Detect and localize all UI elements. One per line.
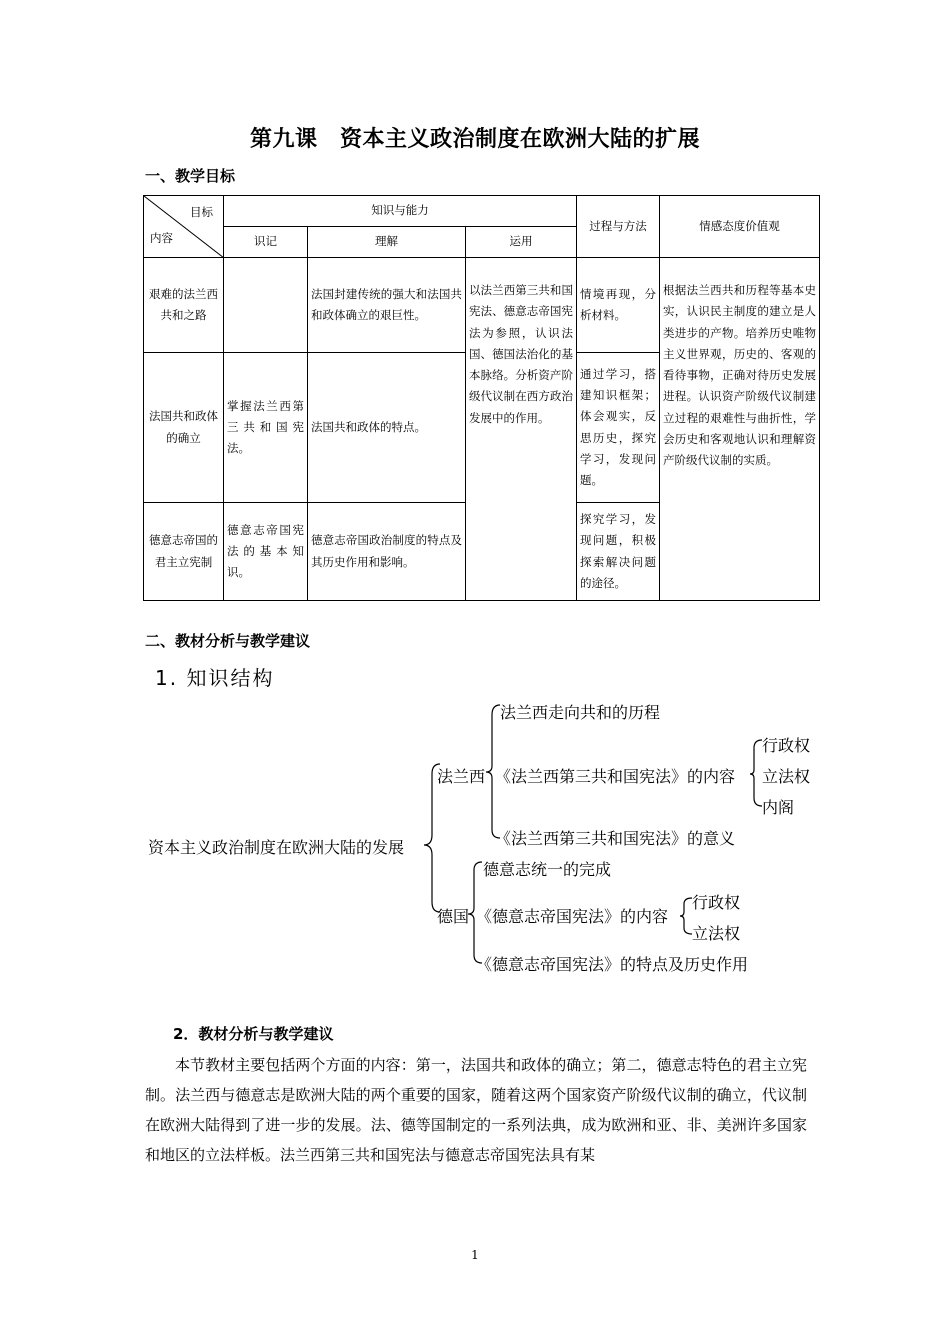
tree-germany-exec: 行政权: [692, 893, 741, 912]
teaching-goals-table: [143, 195, 820, 601]
tree-root: 资本主义政治制度在欧洲大陆的发展: [148, 838, 405, 857]
row2-understand: 法国共和政体的特点。: [308, 353, 466, 503]
tree-france-legis: 立法权: [762, 767, 811, 786]
row3-content: 德意志帝国的君主立宪制: [144, 503, 224, 601]
body-paragraph: 本节教材主要包括两个方面的内容：第一，法国共和政体的确立；第二，德意志特色的君主立宪制。法兰西与德意志是欧洲大陆的两个重要的国家，随着这两个国家资产阶级代议制的确立，代议制在欧洲大陆得到了进一步的发展。法、德等国制定的一系列法典，成为欧洲和亚、非、美洲许多国家和地区的立法样板。法兰西第三共和国宪法与德意志帝国宪法具有某: [145, 1056, 807, 1164]
brace-france-content: [750, 740, 762, 806]
tree-germany: 德国: [437, 907, 470, 926]
section-heading-analysis: 二、教材分析与教学建议: [145, 632, 311, 650]
row3-understand: 德意志帝国政治制度的特点及其历史作用和影响。: [308, 503, 466, 601]
tree-france-exec: 行政权: [762, 736, 811, 755]
header-attitude-values: 情感态度价值观: [660, 196, 820, 258]
table-corner-cell: [144, 196, 224, 258]
subsection-heading-analysis: 2．教材分析与教学建议: [173, 1025, 334, 1043]
header-apply: 运用: [466, 227, 577, 258]
brace-germany-content: [680, 898, 692, 934]
tree-france-content: 《法兰西第三共和国宪法》的内容: [495, 767, 736, 786]
attitude-cell: 根据法兰西共和历程等基本史实，认识民主制度的建立是人类进步的产物。培养历史唯物主义世界观，历史的、客观的看待事物，正确对待历史发展进程。认识资产阶级代议制建立过程的艰难性与曲折性，学会历史和客观地认识和理解资产阶级代议制的实质。: [660, 258, 820, 601]
row2-memory: 掌握法兰西第三共和国宪法。: [224, 353, 308, 503]
page-number: 1: [471, 1248, 479, 1262]
row3-memory: 德意志帝国宪法的基本知识。: [224, 503, 308, 601]
tree-france-road: 法兰西走向共和的历程: [500, 703, 661, 722]
tree-france: 法兰西: [437, 767, 486, 786]
tree-germany-unify: 德意志统一的完成: [483, 860, 612, 879]
header-knowledge-ability: 知识与能力: [224, 196, 577, 227]
row1-content: 艰难的法兰西共和之路: [144, 258, 224, 353]
tree-germany-legis: 立法权: [692, 924, 741, 943]
row2-process: 通过学习，搭建知识框架；体会观实，反思历史，探究学习，发现问题。: [577, 353, 660, 503]
section-heading-goals: 一、教学目标: [145, 167, 236, 185]
header-understand: 理解: [308, 227, 466, 258]
apply-cell: 以法兰西第三共和国宪法、德意志帝国宪法为参照，认识法国、德国法治化的基本脉络。分析资产阶级代议制在西方政治发展中的作用。: [466, 258, 577, 601]
row1-understand: 法国封建传统的强大和法国共和政体确立的艰巨性。: [308, 258, 466, 353]
tree-france-meaning: 《法兰西第三共和国宪法》的意义: [495, 829, 736, 848]
row3-process: 探究学习，发现问题，积极探索解决问题的途径。: [577, 503, 660, 601]
header-memory: 识记: [224, 227, 308, 258]
tree-germany-content: 《德意志帝国宪法》的内容: [476, 907, 669, 926]
tree-france-cabinet: 内阁: [762, 798, 795, 817]
corner-label-content: 内容: [150, 231, 173, 245]
row1-memory: [224, 258, 308, 353]
knowledge-structure-heading: 1. 知识结构: [155, 666, 275, 690]
page-title: 第九课 资本主义政治制度在欧洲大陆的扩展: [249, 127, 700, 152]
header-process-method: 过程与方法: [577, 196, 660, 258]
corner-label-goal: 目标: [190, 205, 213, 219]
knowledge-structure-diagram: [0, 690, 950, 990]
row1-process: 情境再现，分析材料。: [577, 258, 660, 353]
tree-germany-feature: 《德意志帝国宪法》的特点及历史作用: [476, 955, 749, 974]
row2-content: 法国共和政体的确立: [144, 353, 224, 503]
